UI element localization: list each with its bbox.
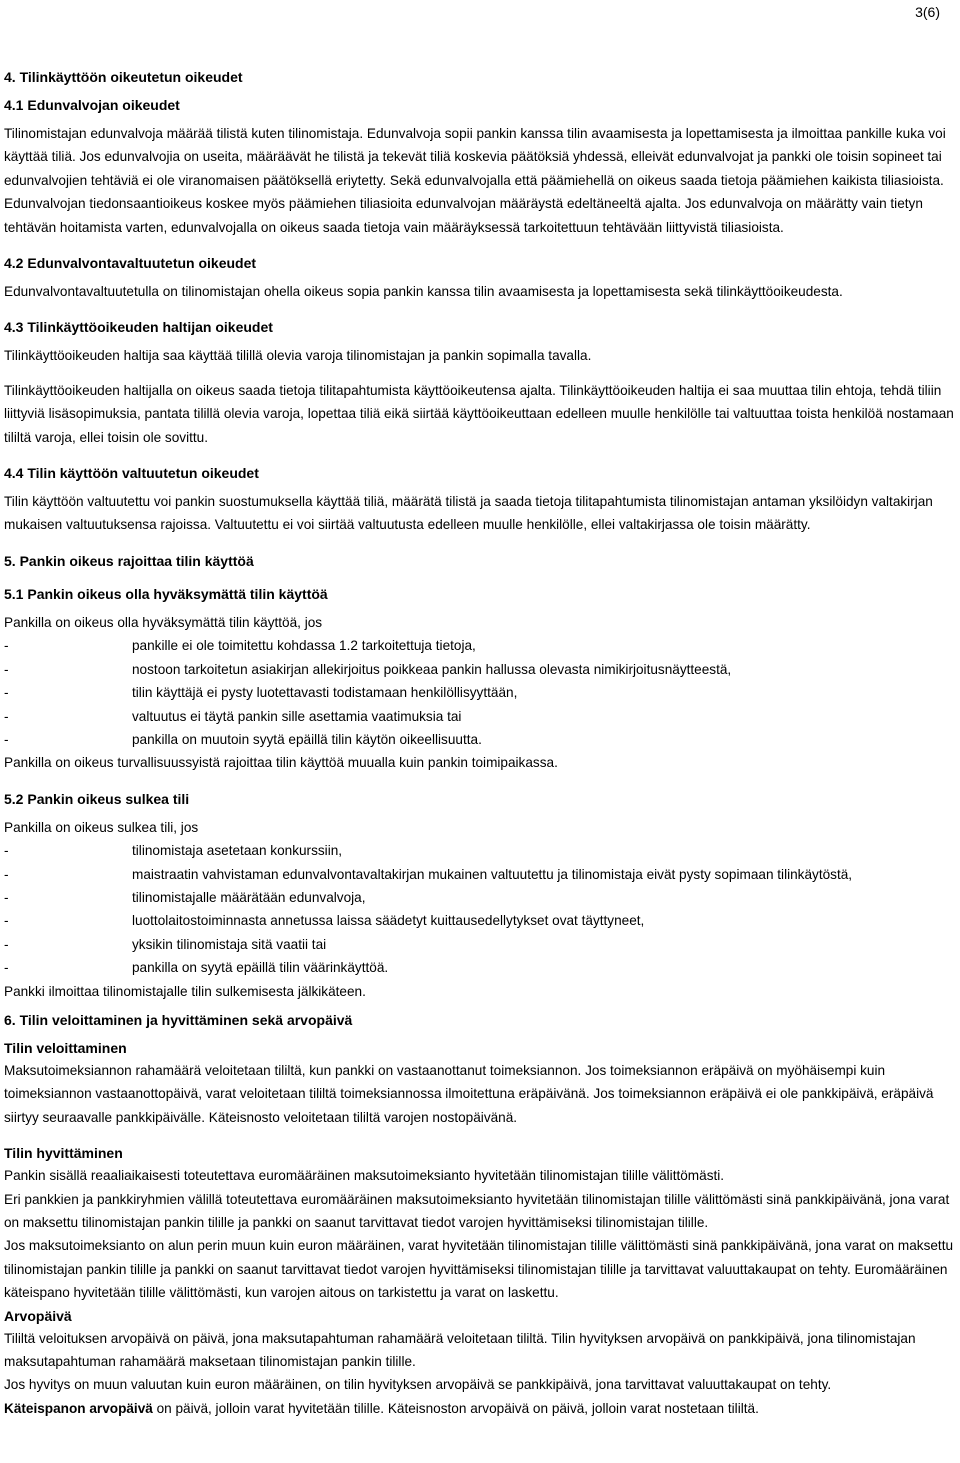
section-5-2-heading: 5.2 Pankin oikeus sulkea tili [4,790,190,807]
section-4-3-paragraph-1: Tilinkäyttöoikeuden haltija saa käyttää tilillä olevia varoja tilinomistajan ja pankin sopimalla tavalla. [4,348,592,364]
arvopaiva-heading: Arvopäivä [4,1307,72,1324]
list-item: - maistraatin vahvistaman edunvalvontavaltakirjan mukainen valtuutettu ja tilinomistaja eivät pysty sopimaan tilinkäytöstä, [4,866,853,882]
list-item: - valtuutus ei täytä pankin sille asettamia vaatimuksia tai [4,708,462,724]
section-4-4-paragraph: Tilin käyttöön valtuutettu voi pankin suostumuksella käyttää tiliä, määrätä tilistä ja saada tietoja tilitapahtumista tilinomistajan antaman yksilöidyn valtakirjan mukaisen valtuutuksensa rajoissa. Valtuutettu ei voi siirtää valtuutusta edelleen muulle henkilölle, ellei valtakirjassa ole toisin määrätty. [4,494,933,533]
section-4-3-heading: 4.3 Tilinkäyttöoikeuden haltijan oikeudet [4,319,273,336]
section-5-2-outro: Pankki ilmoittaa tilinomistajalle tilin sulkemisesta jälkikäteen. [4,983,366,999]
hyvitys-paragraph-3: Jos maksutoimeksianto on alun perin muun kuin euron määräinen, varat hyvitetään tilinomistajan tilille välittömästi sinä pankkipäivänä, jona varat on maksettu tilinomistajan pankin tilille ja pankki on saanut tarvittavat tiedot varojen hyvittämiseksi tilinomistajan tilille ja tarvittavat valuuttakaupat on tehty. Euromääräinen käteispano hyvitetään tilille välittömästi, kun varojen aitous on tarkistettu ja varat on laskettu. [4,1238,954,1301]
section-5-heading: 5. Pankin oikeus rajoittaa tilin käyttöä [4,552,254,569]
veloitus-paragraph: Maksutoimeksiannon rahamäärä veloitetaan tililtä, kun pankki on vastaanottanut toimeksiannon. Jos toimeksiannon eräpäivä on myöhäisempi kuin toimeksiannon vastaanottopäivä, varat veloitetaan tililtä toimeksiannossa ilmoitettuna eräpäivänä. Jos toimeksiannon eräpäivä ei ole pankkipäivä, eräpäivä siirtyy seuraavalle pankkipäivälle. Käteisnosto veloitetaan tililtä varojen nostopäivänä. [4,1062,934,1125]
section-4-2-heading: 4.2 Edunvalvontavaltuutetun oikeudet [4,255,257,272]
list-item: - yksikin tilinomistaja sitä vaatii tai [4,936,327,952]
list-item: - luottolaitostoiminnasta annetussa laissa säädetyt kuittausedellytykset ovat täyttyneet, [4,913,645,929]
kateispano-text: on päivä, jolloin varat hyvitetään tilille. Käteisnoston arvopäivä on päivä, jolloin varat nostetaan tililtä. [152,1400,759,1416]
section-5-1-intro: Pankilla on oikeus olla hyväksymättä tilin käyttöä, jos [4,614,323,630]
section-6-heading: 6. Tilin veloittaminen ja hyvittäminen sekä arvopäivä [4,1011,353,1028]
section-4-2-paragraph: Edunvalvontavaltuutetulla on tilinomistajan ohella oikeus sopia pankin kanssa tilin avaamisesta ja lopettamisesta sekä tilinkäyttöoikeudesta. [4,284,843,300]
section-5-1-heading: 5.1 Pankin oikeus olla hyväksymättä tilin käyttöä [4,585,328,602]
veloitus-heading: Tilin veloittaminen [4,1039,127,1056]
list-item: - pankille ei ole toimitettu kohdassa 1.2 tarkoitettuja tietoja, [4,638,476,654]
section-4-4-heading: 4.4 Tilin käyttöön valtuutetun oikeudet [4,465,259,482]
kateispano-term: Käteispanon arvopäivä [4,1400,153,1416]
list-item: - tilinomistajalle määrätään edunvalvoja, [4,889,366,905]
list-item: - tilin käyttäjä ei pysty luotettavasti todistamaan henkilöllisyyttään, [4,685,518,701]
list-item: - tilinomistaja asetetaan konkurssiin, [4,843,343,859]
section-5-1-outro: Pankilla on oikeus turvallisuussyistä rajoittaa tilin käyttöä muualla kuin pankin toimipaikassa. [4,755,558,771]
hyvitys-paragraph-1: Pankin sisällä reaaliaikaisesti toteutettava euromääräinen maksutoimeksianto hyvitetään tilinomistajan tilille välittömästi. [4,1168,725,1184]
list-item: - pankilla on syytä epäillä tilin väärinkäyttöä. [4,960,389,976]
hyvitys-heading: Tilin hyvittäminen [4,1145,123,1162]
section-5-2-intro: Pankilla on oikeus sulkea tili, jos [4,819,199,835]
page-number: 3(6) [915,4,940,20]
section-4-heading: 4. Tilinkäyttöön oikeutetun oikeudet [4,69,243,85]
list-item: - pankilla on muutoin syytä epäillä tilin käytön oikeellisuutta. [4,731,482,747]
list-item: - nostoon tarkoitetun asiakirjan allekirjoitus poikkeaa pankin hallussa olevasta nimikirjoitusnäytteestä, [4,661,732,677]
document-body [4,66,958,1420]
section-4-1-paragraph: Tilinomistajan edunvalvoja määrää tilistä kuten tilinomistaja. Edunvalvoja sopii pankin kanssa tilin avaamisesta ja lopettamisesta ja ilmoittaa pankille kuka voi käyttää tiliä. Jos edunvalvojia on useita, määräävät he tilistä ja tekevät tiliä koskevia päätöksiä yhdessä, elleivät edunvalvojat ja pankki ole toisin sopineet tai edunvalvojien tehtäviä ei ole viranomaisen päätöksellä eriytetty. Sekä edunvalvojalla että päämiehellä on oikeus saada tietoja päämiehen kaikista tiliasioista. Edunvalvojan tiedonsaantioikeus koskee myös päämiehen tiliasioita edunvalvojan määräystä edeltäneeltä ajalta. Jos edunvalvoja on määrätty vain tietyn tehtävän hoitamista varten, edunvalvojalla on oikeus saada tietoja vain määräyksessä tarkoitettuun tehtävään liittyvistä tiliasioista. [4,126,946,235]
arvopaiva-paragraph-1: Tililtä veloituksen arvopäivä on päivä, jona maksutapahtuman rahamäärä veloitetaan tililtä. Tilin hyvityksen arvopäivä on pankkipäivä, jona tilinomistajan maksutapahtuman rahamäärä maksetaan tilinomistajan pankin tilille. [4,1330,916,1370]
section-4-1-heading: 4.1 Edunvalvojan oikeudet [4,97,180,113]
arvopaiva-paragraph-2: Jos hyvitys on muun valuutan kuin euron määräinen, on tilin hyvityksen arvopäivä se pankkipäivä, jona tarvittavat valuuttakaupat on tehty. [4,1377,832,1393]
section-4-3-paragraph-2: Tilinkäyttöoikeuden haltijalla on oikeus saada tietoja tilitapahtumista käyttöoikeutensa ajalta. Tilinkäyttöoikeuden haltija ei saa muuttaa tilin ehtoja, tehdä tiliin liittyviä lisäsopimuksia, pantata tilillä olevia varoja, lopettaa tiliä eikä siirtää käyttöoikeuttaan edelleen muulle henkilölle tai valtuuttaa toista henkilöä nostamaan tililtä varoja, ellei toisin ole sovittu. [4,382,954,445]
arvopaiva-paragraph-3 [4,1397,958,1420]
hyvitys-paragraph-2: Eri pankkien ja pankkiryhmien välillä toteutettava euromääräinen maksutoimeksianto hyvitetään tilinomistajan tilille välittömästi sinä pankkipäivänä, jona varat on maksettu tilinomistajan pankin tilille ja pankki on saanut tarvittavat tiedot varojen hyvittämiseksi tilinomistajan tilille. [4,1191,950,1230]
